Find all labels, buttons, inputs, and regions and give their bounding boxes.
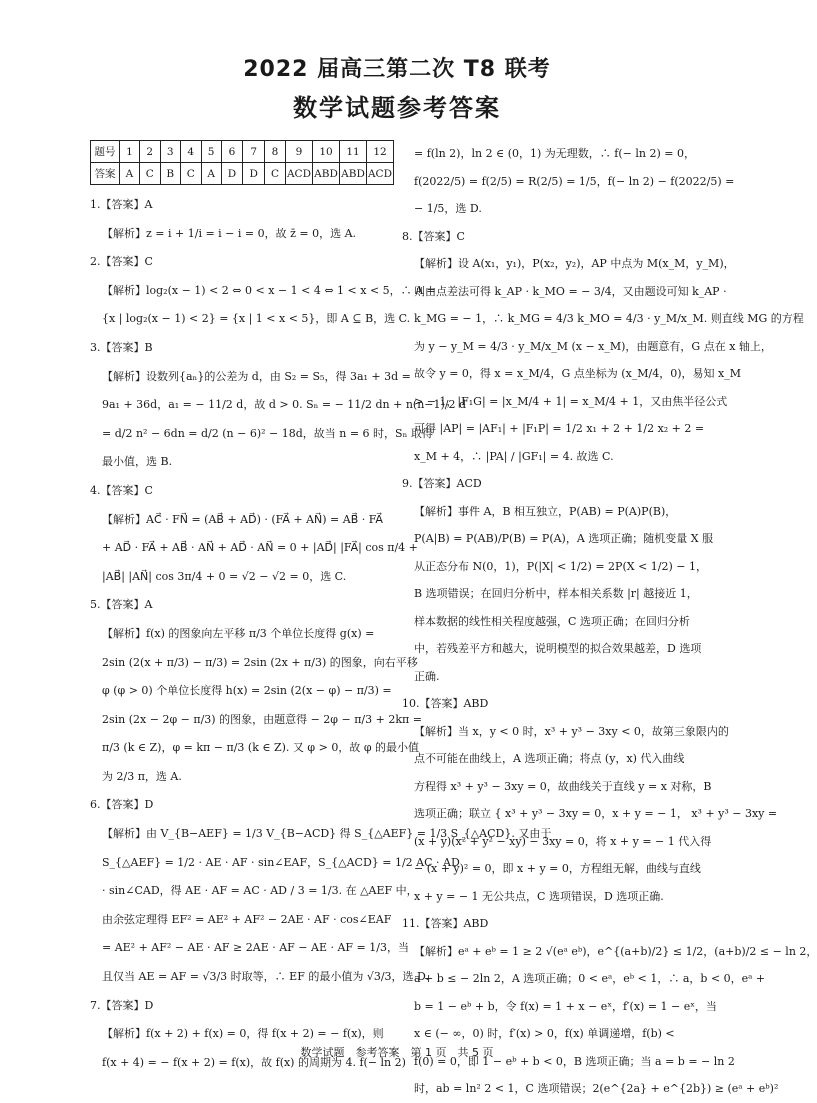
table-cell: 8 bbox=[265, 141, 286, 163]
solution-line: 5.【答案】A bbox=[90, 598, 153, 612]
solution-line: − 1/5，选 D. bbox=[414, 202, 482, 215]
solution-line: {x | log₂(x − 1) < 2} = {x | 1 < x < 5}，即 A ⊆ B，选 C. bbox=[102, 312, 411, 326]
solution-line: 6.【答案】D bbox=[90, 798, 154, 812]
table-cell: ACD bbox=[367, 163, 394, 185]
solution-line: 7.【答案】D bbox=[90, 998, 154, 1012]
page-title: 2022 届高三第二次 T8 联考 bbox=[243, 57, 551, 82]
solution-line: 中，若残差平方和越大，说明模型的拟合效果越差，D 选项 bbox=[414, 642, 702, 655]
solution-line: 8.【答案】C bbox=[402, 229, 465, 243]
solution-line: (x + y)(x² + y² − xy) − 3xy = 0，将 x + y = − 1 代入得 bbox=[414, 834, 712, 848]
solution-line: f(x + 4) = − f(x + 2) = f(x)，故 f(x) 的周期为 4. f(− ln 2) bbox=[102, 1055, 406, 1069]
right-solutions bbox=[402, 140, 817, 1103]
solution-line: 【解析】设 A(x₁，y₁)，P(x₂，y₂)，AP 中点为 M(x_M，y_M)， bbox=[414, 257, 735, 270]
solution-line: 2sin (2x − 2φ − π/3) 的图象，由题意得 − 2φ − π/3 + 2kπ = bbox=[102, 712, 422, 726]
table-cell: 12 bbox=[367, 141, 394, 163]
solution-line: = AE² + AF² − AE · AF ≥ 2AE · AF − AE · AF = 1/3，当 bbox=[102, 941, 409, 955]
solution-line: 1.【答案】A bbox=[90, 198, 153, 211]
solution-line: 点不可能在曲线上，A 选项正确；将点 (y，x) 代入曲线 bbox=[414, 752, 685, 765]
solution-line: · sin∠CAD，得 AE · AF = AC · AD / 3 = 1/3. 在 △AEF 中， bbox=[102, 884, 418, 898]
solution-line: B 选项错误；在回归分析中，样本相关系数 |r| 越接近 1， bbox=[414, 587, 698, 600]
solution-line: b = 1 − eᵇ + b，令 f(x) = 1 + x − eˣ，f′(x) = 1 − eˣ，当 bbox=[414, 999, 717, 1013]
solution-line: k_MG = − 1，∴ k_MG = 4/3 k_MO = 4/3 · y_M/x_M. 则直线 MG 的方程 bbox=[414, 312, 804, 325]
answer-table-header-row bbox=[91, 141, 394, 163]
table-cell: ABD bbox=[313, 163, 340, 185]
solution-line: π/3 (k ∈ Z)，φ = kπ − π/3 (k ∈ Z). 又 φ > 0，故 φ 的最小值 bbox=[102, 741, 420, 755]
solution-line: f(0) = 0，即 1 − eᵇ + b < 0，B 选项正确；当 a = b = − ln 2 bbox=[414, 1054, 735, 1068]
solution-line: 【解析】eᵃ + eᵇ = 1 ≥ 2 √(eᵃ eᵇ)，e^{(a+b)/2} ≤ 1/2，(a+b)/2 ≤ − ln 2， bbox=[414, 944, 817, 958]
solution-line: 【解析】设数列{aₙ}的公差为 d，由 S₂ = S₅，得 3a₁ + 3d = bbox=[102, 369, 411, 383]
solution-line: f(2022/5) = f(2/5) = R(2/5) = 1/5，f(− ln 2) − f(2022/5) = bbox=[414, 174, 735, 188]
solution-line: |AB⃗| |AN⃗| cos 3π/4 + 0 = √2 − √2 = 0，选 C. bbox=[102, 569, 347, 583]
solution-line: 时，ab = ln² 2 < 1，C 选项错误；2(e^{2a} + e^{2b}) ≥ (eᵃ + eᵇ)² bbox=[414, 1082, 779, 1095]
right-column bbox=[402, 140, 817, 1103]
solution-line: > − 1，|F₁G| = |x_M/4 + 1| = x_M/4 + 1，又由焦半径公式 bbox=[414, 394, 728, 408]
table-cell: C bbox=[139, 163, 160, 185]
solution-line: 【解析】事件 A，B 相互独立，P(AB) = P(A)P(B)， bbox=[414, 504, 677, 518]
table-cell: 6 bbox=[221, 141, 243, 163]
solution-line: 2sin (2(x + π/3) − π/3) = 2sin (2x + π/3) 的图象，向右平移 bbox=[102, 655, 418, 669]
solution-line: 正确. bbox=[414, 669, 440, 683]
table-cell: A bbox=[120, 163, 140, 185]
table-cell: 2 bbox=[139, 141, 160, 163]
answer-table-answer-row bbox=[91, 163, 394, 185]
solution-line: 10.【答案】ABD bbox=[402, 697, 489, 710]
solution-line: = f(ln 2)，ln 2 ∈ (0，1) 为无理数，∴ f(− ln 2) = 0， bbox=[414, 147, 695, 160]
solution-line: 【解析】AC⃗ · FN⃗ = (AB⃗ + AD⃗) · (FA⃗ + AN⃗) = AB⃗ · FA⃗ bbox=[102, 512, 383, 526]
answer-table bbox=[90, 140, 394, 185]
solution-line: 9.【答案】ACD bbox=[402, 477, 482, 490]
table-cell: 1 bbox=[120, 141, 140, 163]
table-cell: 4 bbox=[180, 141, 201, 163]
table-cell: C bbox=[180, 163, 201, 185]
table-cell: 9 bbox=[286, 141, 313, 163]
solution-line: − (x + y)² = 0，即 x + y = 0，方程组无解，曲线与直线 bbox=[414, 862, 701, 875]
solution-line: φ (φ > 0) 个单位长度得 h(x) = 2sin (2(x − φ) − π/3) = bbox=[102, 684, 392, 698]
solution-line: 2.【答案】C bbox=[90, 255, 153, 269]
solution-line: 4.【答案】C bbox=[90, 483, 153, 497]
table-cell: 5 bbox=[201, 141, 221, 163]
table-cell: B bbox=[160, 163, 180, 185]
table-cell: 7 bbox=[243, 141, 265, 163]
table-cell: ABD bbox=[340, 163, 367, 185]
solution-line: 故令 y = 0，得 x = x_M/4，G 点坐标为 (x_M/4，0)，易知 x_M bbox=[414, 367, 741, 380]
table-cell: ACD bbox=[286, 163, 313, 185]
solution-line: 方程得 x³ + y³ − 3xy = 0，故曲线关于直线 y = x 对称，B bbox=[414, 779, 712, 793]
solution-line: 【解析】f(x) 的图象向左平移 π/3 个单位长度得 g(x) = bbox=[102, 626, 375, 640]
solution-line: 最小值，选 B. bbox=[102, 455, 173, 469]
solution-line: 选项正确；联立 { x³ + y³ − 3xy = 0，x + y = − 1， x³ + y³ − 3xy = bbox=[414, 807, 778, 820]
solution-line: 样本数据的线性相关程度越强，C 选项正确；在回归分析 bbox=[414, 614, 690, 628]
solution-line: 【解析】由 V_{B−AEF} = 1/3 V_{B−ACD} 得 S_{△AEF} = 1/3 S_{△ACD}. 又由于 bbox=[102, 827, 552, 841]
solution-line: 【解析】f(x + 2) + f(x) = 0，得 f(x + 2) = − f(x)，则 bbox=[102, 1027, 384, 1041]
solution-line: 【解析】log₂(x − 1) < 2 ⇔ 0 < x − 1 < 4 ⇔ 1 < x < 5，∴ A = bbox=[102, 283, 436, 297]
table-cell: 3 bbox=[160, 141, 180, 163]
solution-line: 为 2/3 π，选 A. bbox=[102, 769, 182, 783]
solution-line: 为 y − y_M = 4/3 · y_M/x_M (x − x_M)，由题意有，G 点在 x 轴上， bbox=[414, 339, 772, 353]
solution-line: 且仅当 AE = AF = √3/3 时取等，∴ EF 的最小值为 √3/3，选 D. bbox=[102, 970, 429, 984]
table-cell: D bbox=[221, 163, 243, 185]
solution-line: 9a₁ + 36d，a₁ = − 11/2 d，故 d > 0. Sₙ = − 11/2 dn + n(n−1)/2 d bbox=[102, 398, 467, 412]
solution-line: 则由点差法可得 k_AP · k_MO = − 3/4，又由题设可知 k_AP · bbox=[414, 284, 727, 298]
table-cell: 10 bbox=[313, 141, 340, 163]
solution-line: 【解析】当 x，y < 0 时，x³ + y³ − 3xy < 0，故第三象限内的 bbox=[414, 724, 729, 738]
solution-line: 由余弦定理得 EF² = AE² + AF² − 2AE · AF · cos∠EAF bbox=[102, 912, 392, 926]
table-cell: A bbox=[201, 163, 221, 185]
table-cell: 题号 bbox=[91, 141, 120, 163]
solution-line: 11.【答案】ABD bbox=[402, 917, 489, 930]
table-cell: D bbox=[243, 163, 265, 185]
solution-line: P(A|B) = P(AB)/P(B) = P(A)，A 选项正确；随机变量 X 服 bbox=[414, 532, 714, 545]
table-cell: 答案 bbox=[91, 163, 120, 185]
solution-line: 可得 |AP| = |AF₁| + |F₁P| = 1/2 x₁ + 2 + 1/2 x₂ + 2 = bbox=[414, 422, 705, 435]
solution-line: = d/2 n² − 6dn = d/2 (n − 6)² − 18d，故当 n = 6 时，Sₙ 取得 bbox=[102, 426, 433, 440]
solution-line: x + y = − 1 无公共点，C 选项错误，D 选项正确. bbox=[414, 889, 664, 903]
table-cell: 11 bbox=[340, 141, 367, 163]
solution-line: + AD⃗ · FA⃗ + AB⃗ · AN⃗ + AD⃗ · AN⃗ = 0 + |AD⃗| |FA⃗| cos π/4 + bbox=[102, 541, 418, 555]
solution-line: x ∈ (− ∞，0) 时，f′(x) > 0，f(x) 单调递增，f(b) < bbox=[414, 1027, 675, 1040]
solution-line: x_M + 4，∴ |PA| / |GF₁| = 4. 故选 C. bbox=[414, 449, 614, 463]
page-subtitle: 数学试题参考答案 bbox=[293, 94, 501, 122]
solution-line: 3.【答案】B bbox=[90, 340, 153, 354]
solution-line: a + b ≤ − 2ln 2，A 选项正确；0 < eᵃ，eᵇ < 1，∴ a，b < 0，eᵃ + bbox=[414, 972, 766, 985]
table-cell: C bbox=[265, 163, 286, 185]
solution-line: 【解析】z = i + 1/i = i − i = 0，故 z̄ = 0，选 A. bbox=[102, 226, 357, 240]
solution-line: 从正态分布 N(0，1)，P(|X| < 1/2) = 2P(X < 1/2) − 1， bbox=[414, 559, 707, 573]
page-footer: 数学试题 参考答案 第 1 页 共 5 页 bbox=[300, 1046, 494, 1059]
solution-line: S_{△AEF} = 1/2 · AE · AF · sin∠EAF，S_{△ACD} = 1/2 AC · AD bbox=[102, 855, 460, 869]
